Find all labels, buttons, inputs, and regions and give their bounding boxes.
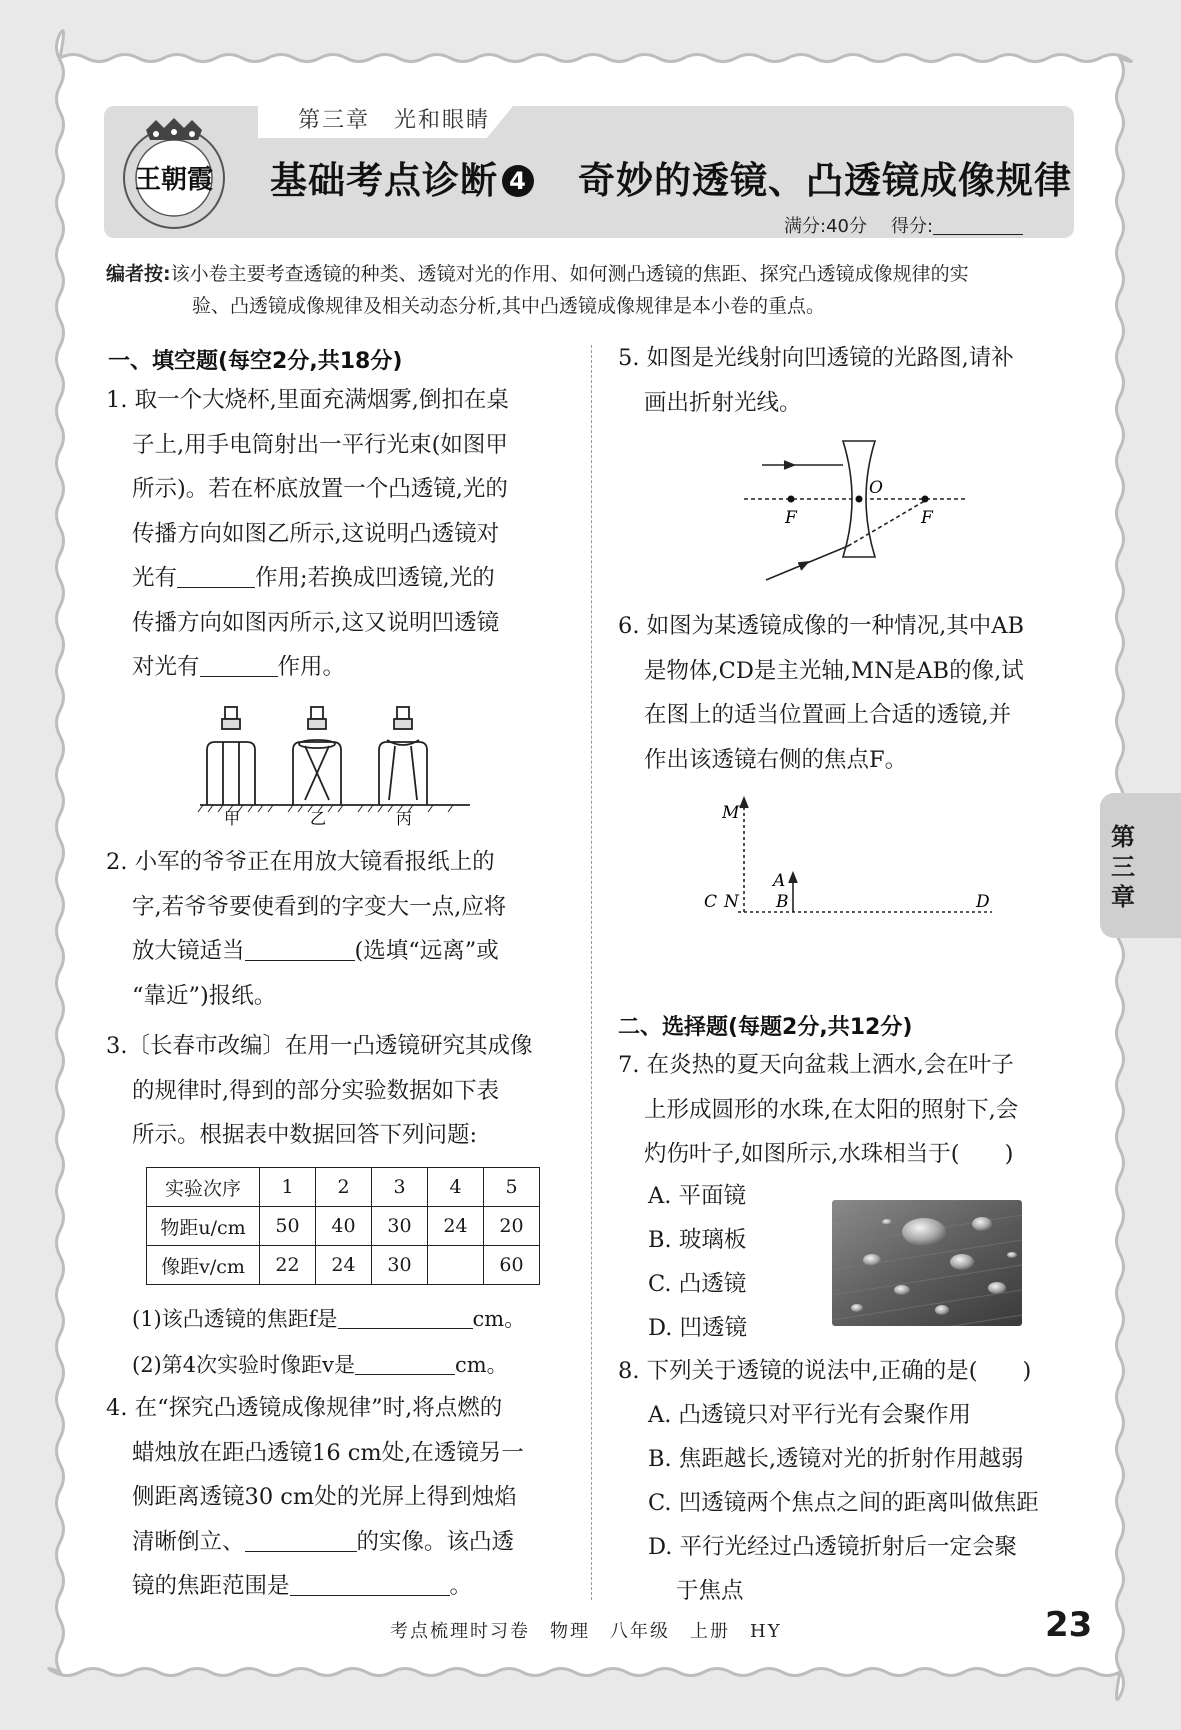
label-N: N — [724, 892, 739, 912]
option-d[interactable]: D. 平行光经过凸透镜折射后一定会聚 — [648, 1534, 1018, 1560]
question-3-subs: (1)该凸透镜的焦距f是 cm。 (2)第4次实验时像距v是 cm。 — [132, 1307, 526, 1377]
question-4: 4. 在“探究凸透镜成像规律”时,将点燃的 蜡烛放在距凸透镜16 cm处,在透镜另一 侧距离透镜30 cm处的光屏上得到烛焰 清晰倒立、 的实像。该凸透 镜的焦距范围是 。 — [106, 1395, 524, 1599]
question-1: 1. 取一个大烧杯,里面充满烟雾,倒扣在桌 子上,用手电筒射出一平行光束(如图甲 所示)。若在杯底放置一个凸透镜,光的 传播方向如图乙所示,这说明凸透镜对 光有 作用;若换成凹透镜,光的 传播方向如图丙所示,这又说明凹透镜 对光有 作用。 — [106, 387, 509, 680]
option-b[interactable]: B. 玻璃板 — [648, 1227, 747, 1253]
fig-label-yi: 乙 — [309, 809, 327, 828]
answer-blank[interactable] — [245, 1531, 357, 1552]
label-B: B — [776, 892, 789, 912]
question-7-options — [648, 1174, 747, 1350]
question-3: 3.〔长春市改编〕在用一凸透镜研究其成像 的规律时,得到的部分实验数据如下表 所示。根据表中数据回答下列问题: — [106, 1033, 533, 1148]
label-C: C — [704, 892, 718, 912]
answer-blank[interactable] — [245, 940, 355, 961]
section-title-fill: 一、填空题(每空2分,共18分) — [108, 349, 403, 374]
option-c[interactable]: C. 凸透镜 — [648, 1271, 747, 1297]
option-a[interactable]: A. 平面镜 — [648, 1183, 747, 1209]
publisher-logo — [112, 116, 236, 234]
concave-lens-figure — [740, 435, 970, 595]
question-5: 5. 如图是光线射向凹透镜的光路图,请补 画出折射光线。 — [618, 345, 1014, 416]
fig-label-jia: 甲 — [223, 809, 241, 828]
option-c[interactable]: C. 凹透镜两个焦点之间的距离叫做焦距 — [648, 1490, 1039, 1516]
experiment-table — [146, 1167, 540, 1285]
answer-blank[interactable] — [338, 1308, 473, 1329]
beaker-figure — [195, 700, 475, 830]
answer-blank[interactable] — [290, 1575, 450, 1596]
table-row: 实验次序 1 2 3 4 5 — [147, 1168, 540, 1207]
fig-label-bing: 丙 — [395, 809, 413, 828]
page-title: 基础考点诊断 4 奇妙的透镜、凸透镜成像规律 — [270, 159, 1072, 202]
answer-blank[interactable] — [177, 567, 255, 588]
chapter-side-tab-label: 第 三 章 — [1111, 823, 1135, 911]
footer-text: 考点梳理时习卷 物理 八年级 上册 HY — [390, 1621, 782, 1642]
water-drops-photo — [832, 1200, 1022, 1326]
label-M: M — [722, 803, 740, 823]
question-7: 7. 在炎热的夏天向盆栽上洒水,会在叶子 上形成圆形的水珠,在太阳的照射下,会 灼伤叶子,如图所示,水珠相当于( ) — [618, 1052, 1019, 1167]
focal-point-right: F — [921, 508, 933, 528]
table-row: 物距u/cm 50 40 30 24 20 — [147, 1207, 540, 1246]
page-number: 23 — [1045, 1605, 1093, 1645]
answer-blank[interactable] — [355, 1354, 455, 1375]
label-A: A — [773, 871, 786, 891]
question-8: 8. 下列关于透镜的说法中,正确的是( ) — [618, 1358, 1032, 1384]
score-blank — [933, 214, 1023, 235]
option-d[interactable]: D. 凹透镜 — [648, 1315, 748, 1341]
chapter-label: 第三章 光和眼睛 — [298, 108, 491, 133]
label-D: D — [976, 892, 990, 912]
question-2: 2. 小军的爷爷正在用放大镜看报纸上的 字,若爷爷要使看到的字变大一点,应将 放大镜适当 (选填“远离”或 “靠近”)报纸。 — [106, 849, 507, 1009]
answer-blank[interactable] — [200, 656, 278, 677]
column-divider — [591, 345, 592, 1600]
option-b[interactable]: B. 焦距越长,透镜对光的折射作用越弱 — [648, 1446, 1024, 1472]
question-6: 6. 如图为某透镜成像的一种情况,其中AB 是物体,CD是主光轴,MN是AB的像,试 在图上的适当位置画上合适的透镜,并 作出该透镜右侧的焦点F。 — [618, 613, 1025, 773]
optical-center: O — [869, 478, 883, 498]
editor-note: 编者按:该小卷主要考查透镜的种类、透镜对光的作用、如何测凸透镜的焦距、探究凸透镜成像规律的实 验、凸透镜成像规律及相关动态分析,其中凸透镜成像规律是本小卷的重点。 — [106, 263, 969, 317]
test-number-badge: 4 — [502, 165, 534, 197]
focal-point-left: F — [785, 508, 797, 528]
logo-text: 王朝霞 — [134, 165, 214, 195]
question-8-options: A. 凸透镜只对平行光有会聚作用 B. 焦距越长,透镜对光的折射作用越弱 C. 凹透镜两个焦点之间的距离叫做焦距 D. 平行光经过凸透镜折射后一定会聚 于焦点 — [648, 1393, 1039, 1613]
score-line: 满分:40分 得分: — [784, 212, 1023, 238]
table-row: 像距v/cm 22 24 30 60 — [147, 1246, 540, 1285]
option-a[interactable]: A. 凸透镜只对平行光有会聚作用 — [648, 1402, 972, 1428]
image-formation-figure — [690, 790, 1010, 920]
section-title-choice: 二、选择题(每题2分,共12分) — [618, 1015, 913, 1040]
